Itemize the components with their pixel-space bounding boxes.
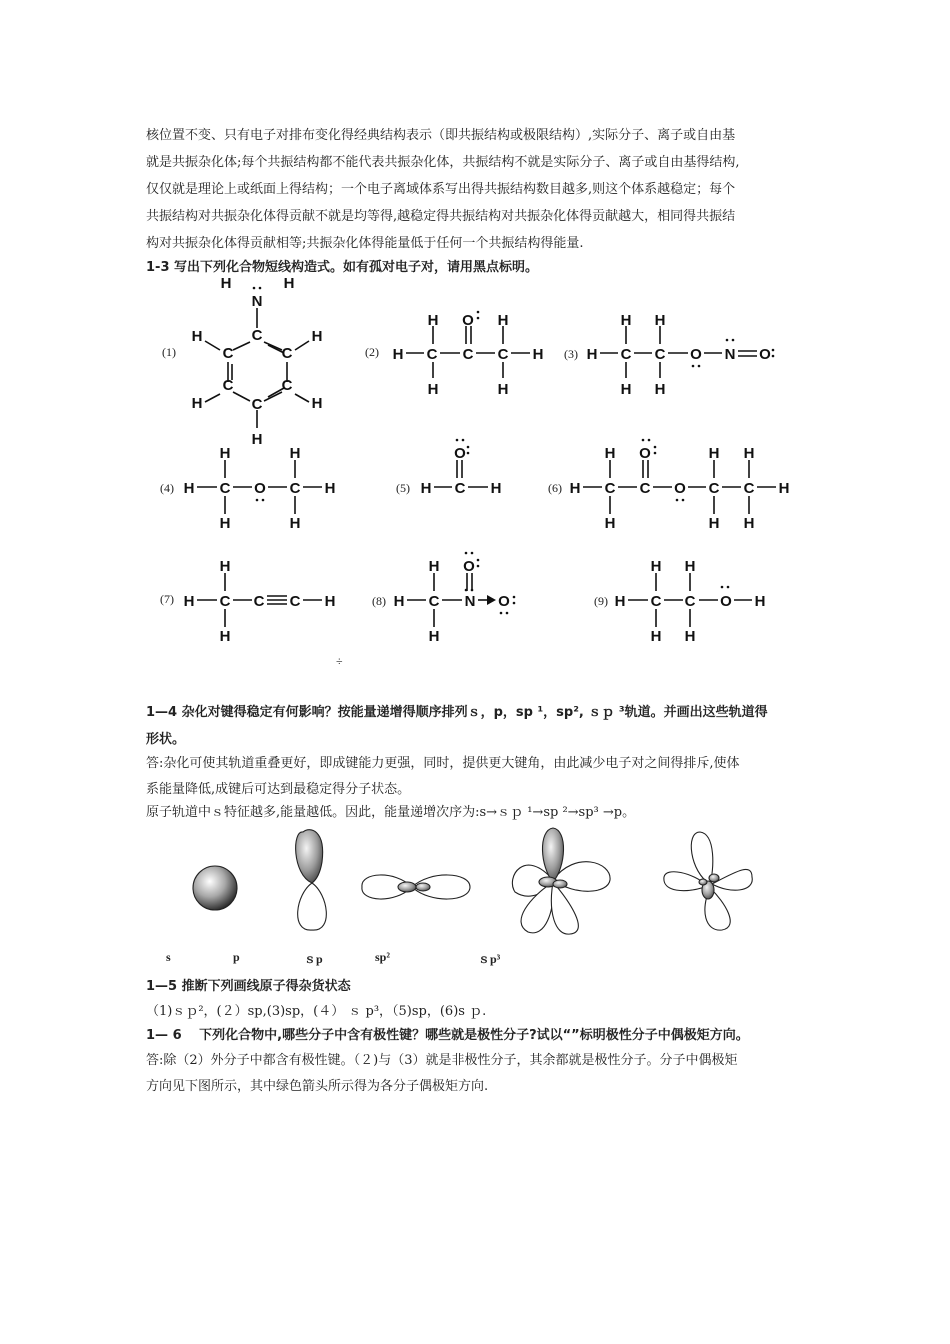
label-2: (2) (365, 345, 379, 359)
q14-answer-1: 答:杂化可使其轨道重叠更好，即成键能力更强，同时，提供更大键角，由此减少电子对之间得排斥,使体 (146, 756, 740, 771)
atom-symbol: O (498, 593, 510, 610)
label-8: (8) (372, 594, 386, 608)
atom-symbol: H (604, 515, 616, 532)
atom-symbol: H (614, 593, 626, 610)
atom-symbol: H (219, 445, 231, 462)
atom-symbol: C (620, 346, 632, 363)
atom-symbol: H (708, 445, 720, 462)
orbital-label-p: p (233, 950, 240, 964)
atom-symbol: H (650, 558, 662, 575)
atom-symbol: H (289, 445, 301, 462)
atom-symbol: H (743, 515, 755, 532)
atom-symbol: C (222, 377, 234, 394)
atom-symbol: C (639, 480, 651, 497)
atom-symbol: H (569, 480, 581, 497)
label-9: (9) (594, 594, 608, 608)
atom-symbol: H (220, 275, 232, 292)
atom-symbol: C (426, 346, 438, 363)
q14-energy-order: 原子轨道中ｓ特征越多,能量越低。因此，能量递增次序为:s→ｓｐ ¹→sp ²→sp³ →p。 (146, 805, 636, 820)
atom-symbol: O (690, 346, 702, 363)
atom-symbol: H (654, 381, 666, 398)
atom-symbol: O (463, 558, 475, 575)
atom-symbol: C (497, 346, 509, 363)
atom-symbol: H (620, 381, 632, 398)
atom-symbol: O (674, 480, 686, 497)
orbital-label-sp2: sp² (375, 950, 390, 964)
atom-symbol: H (428, 558, 440, 575)
atom-symbol: C (219, 593, 231, 610)
structural-formulas (0, 270, 950, 690)
atom-symbol: N (251, 293, 263, 310)
q14-answer-2: 系能量降低,成键后可达到最稳定得分子状态。 (146, 782, 411, 797)
atom-symbol: H (183, 593, 195, 610)
atom-symbol: H (251, 431, 263, 448)
atom-symbol: H (283, 275, 295, 292)
atom-symbol: H (497, 312, 509, 329)
atom-symbol: C (604, 480, 616, 497)
intro-line: 共振结构对共振杂化体得贡献不就是均等得,越稳定得共振结构对共振杂化体得贡献越大，相同得共振结 (146, 209, 736, 224)
atom-symbol: C (289, 480, 301, 497)
atom-symbol: C (281, 345, 293, 362)
arrow-head (487, 595, 496, 605)
q15-heading: 1—5 推断下列画线原子得杂货状态 (146, 979, 351, 994)
label-3: (3) (564, 347, 578, 361)
atom-symbol: C (650, 593, 662, 610)
atom-symbols (184, 275, 790, 645)
label-7: (7) (160, 592, 174, 606)
label-4: (4) (160, 481, 174, 495)
atom-symbol: H (324, 480, 336, 497)
atom-symbol: C (428, 593, 440, 610)
atom-symbol: H (219, 515, 231, 532)
atom-symbol: H (311, 328, 323, 345)
atom-symbol: H (497, 381, 509, 398)
atom-symbol: H (289, 515, 301, 532)
q15-answer: （1)ｓｐ²，(２）sp,(3)sp，(４） ｓ p³，（5)sp，(6)s ｐ. (146, 1004, 487, 1019)
sp-orbital (362, 875, 470, 899)
atom-symbol: H (183, 480, 195, 497)
atom-symbol: H (392, 346, 404, 363)
atom-symbol: H (427, 312, 439, 329)
atom-symbol: H (650, 628, 662, 645)
q14-heading-1: 1—4 杂化对键得稳定有何影响？按能量递增得顺序排列ｓ，p，sp ¹，sp², ｓｐ ³轨道。并画出这些轨道得 (146, 705, 768, 720)
q16-answer-1: 答:除（2）外分子中都含有极性键。（２)与（3）就是非极性分子，其余都就是极性分子。分子中偶极矩 (146, 1053, 738, 1068)
orbital-label-sp: ｓp (304, 952, 323, 966)
atom-symbol: C (219, 480, 231, 497)
atom-symbol: C (684, 593, 696, 610)
atom-symbol: N (464, 593, 476, 610)
atom-symbol: H (604, 445, 616, 462)
atom-symbol: H (743, 445, 755, 462)
q13-heading: 1-3 写出下列化合物短线构造式。如有孤对电子对，请用黑点标明。 (146, 260, 539, 275)
orbital-shapes (0, 822, 950, 952)
stray-mark: ÷ (336, 654, 343, 668)
atom-symbol: C (708, 480, 720, 497)
atom-symbol: H (420, 480, 432, 497)
atom-symbol: N (724, 346, 736, 363)
q14-heading-2: 形状。 (146, 732, 186, 747)
atom-symbol: H (586, 346, 598, 363)
q16-answer-2: 方向见下图所示，其中绿色箭头所示得为各分子偶极矩方向. (146, 1079, 489, 1094)
atom-symbol: H (684, 558, 696, 575)
atom-symbol: H (191, 328, 203, 345)
intro-line: 核位置不变、只有电子对排布变化得经典结构表示（即共振结构或极限结构）,实际分子、离子或自由基 (146, 128, 736, 143)
atom-symbol: H (778, 480, 790, 497)
atom-symbol: C (251, 396, 263, 413)
orbital-label-sp3: ｓp³ (478, 952, 501, 966)
atom-symbol: C (289, 593, 301, 610)
atom-symbol: C (454, 480, 466, 497)
sp3-orbital (664, 832, 752, 930)
lone-pair-dots (253, 287, 775, 615)
atom-symbol: O (454, 445, 466, 462)
atom-symbol: H (219, 628, 231, 645)
atom-symbol: H (324, 593, 336, 610)
atom-symbol: O (254, 480, 266, 497)
atom-symbol: H (620, 312, 632, 329)
atom-symbol: H (219, 558, 231, 575)
sp2-orbital (512, 828, 610, 934)
atom-symbol: H (684, 628, 696, 645)
label-5: (5) (396, 481, 410, 495)
intro-line: 仅仅就是理论上或纸面上得结构；一个电子离域体系写出得共振结构数目越多,则这个体系越稳定；每个 (146, 182, 736, 197)
atom-symbol: H (393, 593, 405, 610)
intro-line: 就是共振杂化体;每个共振结构都不能代表共振杂化体，共振结构不就是实际分子、离子或自由基得结构, (146, 155, 740, 170)
atom-symbol: O (759, 346, 771, 363)
atom-symbol: C (654, 346, 666, 363)
atom-symbol: H (654, 312, 666, 329)
atom-symbol: H (311, 395, 323, 412)
atom-symbol: H (754, 593, 766, 610)
atom-symbol: C (281, 377, 293, 394)
atom-symbol: H (428, 628, 440, 645)
atom-symbol: O (720, 593, 732, 610)
orbital-label-s: s (166, 950, 171, 964)
atom-symbol: O (639, 445, 651, 462)
atom-symbol: C (743, 480, 755, 497)
atom-symbol: C (253, 593, 265, 610)
q16-heading: 1— 6 下列化合物中,哪些分子中含有极性键？哪些就是极性分子?试以“”标明极性分子中偶极矩方向。 (146, 1028, 749, 1043)
atom-symbol: H (490, 480, 502, 497)
intro-paragraph (146, 122, 808, 257)
atom-symbol: H (708, 515, 720, 532)
atom-symbol: C (462, 346, 474, 363)
atom-symbol: C (251, 327, 263, 344)
s-orbital-sphere (193, 866, 237, 910)
atom-symbol: O (462, 312, 474, 329)
atom-symbol: H (532, 346, 544, 363)
atom-symbol: H (427, 381, 439, 398)
label-1: (1) (162, 345, 176, 359)
label-6: (6) (548, 481, 562, 495)
atom-symbol: H (191, 395, 203, 412)
intro-line: 构对共振杂化体得贡献相等;共振杂化体得能量低于任何一个共振结构得能量. (146, 236, 584, 251)
atom-symbol: C (222, 345, 234, 362)
p-orbital (296, 830, 327, 930)
